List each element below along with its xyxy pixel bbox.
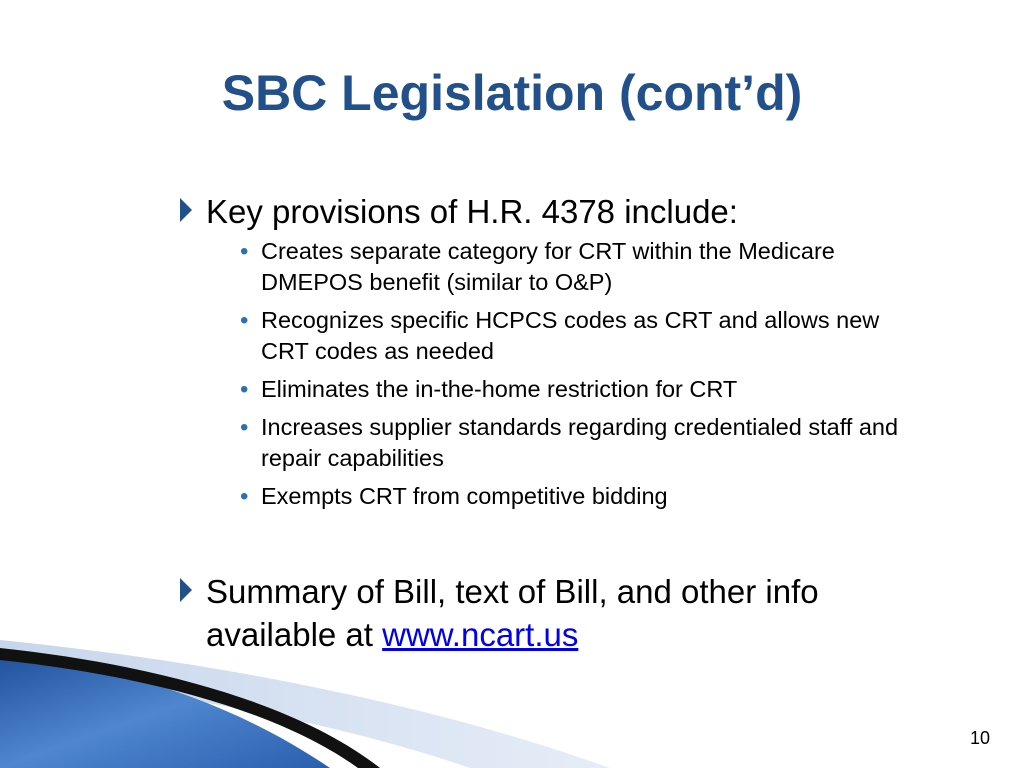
sub-bullet-text: Creates separate category for CRT within the Medicare DMEPOS benefit (similar to O&P) <box>261 238 835 295</box>
dot-bullet-icon: • <box>240 376 249 403</box>
sub-bullet-item <box>240 412 920 474</box>
sub-bullet-item <box>240 481 920 512</box>
arrow-bullet-icon <box>180 198 192 222</box>
dot-bullet-icon: • <box>240 307 249 334</box>
sub-bullet-item <box>240 236 920 298</box>
main-bullet-2-text <box>206 570 920 656</box>
sub-bullet-text: Exempts CRT from competitive bidding <box>261 483 668 509</box>
sub-bullet-list <box>240 236 920 519</box>
sub-bullet-item <box>240 374 920 405</box>
page-number: 10 <box>969 728 990 748</box>
main-bullet-1-text: Key provisions of H.R. 4378 include: <box>206 193 738 230</box>
dot-bullet-icon: • <box>240 414 249 441</box>
sub-bullet-text: Eliminates the in-the-home restriction for CRT <box>261 376 738 402</box>
ncart-website-link[interactable]: www.ncart.us <box>382 616 579 653</box>
sub-bullet-item <box>240 305 920 367</box>
dot-bullet-icon: • <box>240 483 249 510</box>
sub-bullet-text: Increases supplier standards regarding credentialed staff and repair capabilities <box>261 414 899 471</box>
arrow-bullet-icon <box>180 578 192 602</box>
slide-title: SBC Legislation (cont’d) <box>221 65 803 121</box>
sub-bullet-text: Recognizes specific HCPCS codes as CRT and allows new CRT codes as needed <box>261 307 880 364</box>
dot-bullet-icon: • <box>240 238 249 265</box>
main-bullet-2 <box>180 570 920 656</box>
main-bullet-2-prefix: Summary of Bill, text of Bill, and other info available at <box>206 573 819 653</box>
main-bullet-1 <box>180 190 920 233</box>
